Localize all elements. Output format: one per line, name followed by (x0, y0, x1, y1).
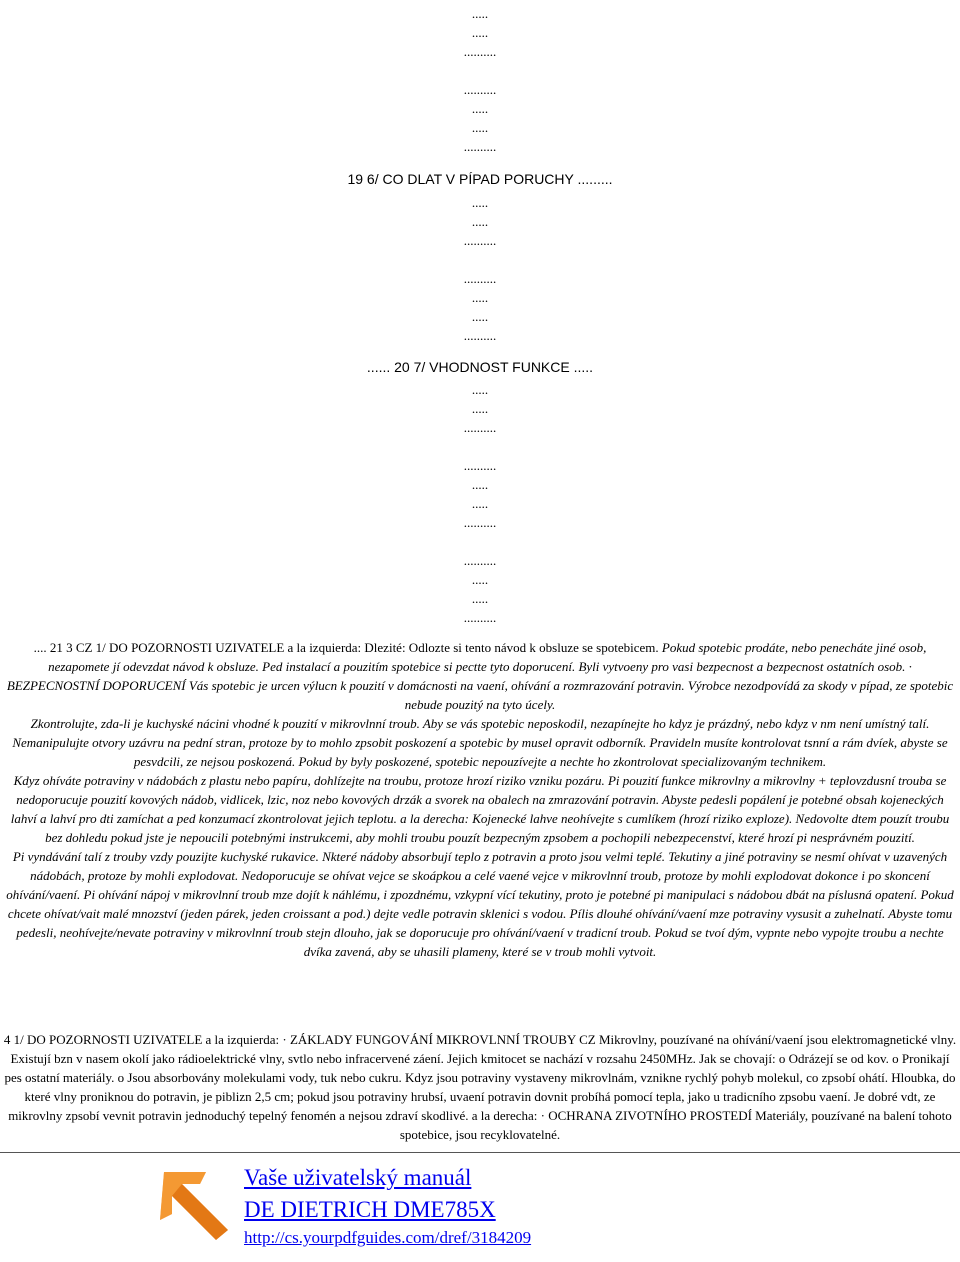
dot-leader-line: ..... (471, 120, 489, 135)
dot-leaders-bottom (0, 380, 960, 627)
toc-line-suitability: ...... 20 7/ VHODNOST FUNKCE ..... (366, 359, 594, 375)
dot-leader-line: .......... (463, 553, 497, 568)
dot-leader-line (0, 250, 960, 269)
source-url-link[interactable]: http://cs.yourpdfguides.com/dref/3184209 (244, 1228, 532, 1247)
arrow-logo-svg (160, 1162, 232, 1244)
manual-title-link[interactable]: Vaše uživatelský manuál (244, 1165, 472, 1190)
dot-leader-line: ..... (471, 214, 489, 229)
paragraph-principles: 4 1/ DO POZORNOSTI UZIVATELE a la izquierda: · ZÁKLADY FUNGOVÁNÍ MIKROVLNNÍ TROUBY CZ Mikrovlny, pouzívané na ohívání/vaení jsou elektromagnetické vlny. Existují bzn v nasem okolí jako rádioelektrické vlny, svtlo nebo infracervené záení. Jejich kmitocet se nachází v rozsahu 2450MHz. Jak se chovají: o Odrázejí se od kov. o Pronikají pes ostatní materiály. o Jsou absorbovány molekulami vody, tuk nebo cukru. Kdyz jsou potraviny vystaveny mikrovlnám, vznikne rychlý pohyb molekul, co zpsobí ohátí. Hloubka, do které vlny proniknou do potravin, je piblizn 2,5 cm; pokud jsou potraviny hrubsí, uvaení potravin dovnit probíhá pomocí tepla, jako u tradicního zpsobu vaení. Je dobré vdt, ze mikrovlny zpsobí vevnit potravin jednoduchý tepelný fenomén a nejsou zdraví skodlivé. a la derecha: · OCHRANA ZIVOTNÍHO PROSTEDÍ Materiály, pouzívané na balení tohoto spotebice, jsou recyklovatelné. (3, 1032, 957, 1142)
principles-section (2, 1030, 958, 1144)
dot-leader-line: ..... (471, 195, 489, 210)
dot-leader-line: ..... (471, 290, 489, 305)
dot-leader-line: .......... (463, 82, 497, 97)
product-model-link[interactable]: DE DIETRICH DME785X (244, 1197, 496, 1222)
dot-leader-line: ..... (471, 496, 489, 511)
dot-leader-line: .......... (463, 139, 497, 154)
dot-leader-line: .......... (463, 271, 497, 286)
dot-leader-line: ..... (471, 591, 489, 606)
dot-leader-line: ..... (471, 401, 489, 416)
dot-leader-line: ..... (471, 382, 489, 397)
paragraph-heating: Kdyz ohíváte potraviny v nádobách z plastu nebo papíru, dohlízejte na troubu, protoze hrozí riziko vzniku pozáru. Pi pouzití funkce mikrovlny a mikrovlny + teplovzdusní trouba se nedoporucuje pouzití kovových nádob, vidlicek, lzic, noz nebo kovových drzák a svorek na obalech na zmrazování potravin. Abyste pedesli popálení je potebné obsah kojeneckých lahví a lahví pro dti zamíchat a ped konzumací zkontrolovat jejich teplotu. a la derecha: Kojenecké lahve neohívejte s cumlíkem (hrozí riziko exploze). Nedovolte dtem pouzít troubu bez dohledu pokud jste je nepoucili potebnými instrukcemi, aby mohli troubu pouzít bezpecným zpsobem a pochopili nebezpecenství, které hrozí pi nesprávném pouzití. (10, 773, 950, 845)
dot-leader-line: ..... (471, 25, 489, 40)
dot-leader-line (0, 61, 960, 80)
paragraph-check: Zkontrolujte, zda-li je kuchyské nácini vhodné k pouzití v mikrovlnní troub. Aby se vás spotebic neposkodil, nezapínejte ho kdyz je prázdný, nebo kdyz v nm není umístný talí. Nemanipulujte otvory uzávru na pední stran, protoze by to mohlo zpsobit poskození a spotebic by musel opravit odborník. Pravideln musíte kontrolovat tsnní a rám dvíek, abyste se pesvdcili, ze nejsou poskozená. Pokud by byly poskozené, spotebic nepouzívejte a nechte ho zkontrolovat specializovaným technikem. (12, 716, 948, 769)
dot-leader-line: ..... (471, 101, 489, 116)
dot-leader-line (0, 437, 960, 456)
dot-leader-line (0, 532, 960, 551)
paragraph-safety: · BEZPECNOSTNÍ DOPORUCENÍ Vás spotebic je urcen výlucn k pouzití v domácnosti na vaení, ohívání a rozmrazování potravin. Výrobce nezodpovídá za skody v pípad, ze spotebic nebude pouzitý na tyto úcely. (6, 659, 954, 712)
dot-leader-line: .......... (463, 458, 497, 473)
dot-leader-line: .......... (463, 233, 497, 248)
safety-section (2, 638, 958, 961)
dot-leader-line: ..... (471, 309, 489, 324)
dot-leader-line: ..... (471, 572, 489, 587)
toc-line-troubleshooting: 19 6/ CO DLAT V PÍPAD PORUCHY ......... (347, 171, 613, 187)
section-lead: .... 21 3 CZ 1/ DO POZORNOSTI UZIVATELE a la izquierda: Dlezité: Odlozte si tento návod k obsluze se spotebicem. (33, 640, 659, 655)
arrow-icon (160, 1162, 232, 1249)
dot-leader-line: .......... (463, 610, 497, 625)
dot-leader-line: .......... (463, 515, 497, 530)
dot-leader-line: .......... (463, 44, 497, 59)
dot-leaders-middle (0, 193, 960, 345)
paragraph-dishes: Pi vyndávání talí z trouby vzdy pouzijte kuchyské rukavice. Nkteré nádoby absorbují teplo z potravin a proto jsou velmi teplé. Tekutiny a jiné potraviny se nesmí ohívat v uzavených nádobách, protoze by mohli explodovat. Nedoporucuje se ohívat vejce se skoápkou a celé vaené vejce v mikrovlnní troub, protoze by mohli explodovat dokonce i po skoncení ohívání/vaení. Pi ohívání nápoj v mikrovlnní troub mze dojít k náhlému, i zpozdnému, vzkypní vící tekutiny, proto je potebné pi manipulaci s nádobou dbát na píslusná opatení. Pokud chcete ohívat/vait malé mnozství (jeden párek, jeden croissant a pod.) dejte vedle potravin sklenici s vodou. Pílis dlouhé ohívání/vaení mze potraviny vysusit a zuhelnatí. Abyste tomu pedesli, neohívejte/nevate potraviny v mikrovlnní troub stejn dlouho, jak se doporucuje pro ohívání/vaení v tradicní troub. Pokud se tvoí dým, vypnte nebo vypojte troubu a nechte dvíka zavená, aby se uhasili plameny, které se v troub mohli vytvoit. (6, 849, 954, 959)
dot-leader-line: ..... (471, 477, 489, 492)
dot-leaders-top (0, 4, 960, 156)
dot-leader-line: .......... (463, 328, 497, 343)
paragraph-intro: Pokud spotebic prodáte, nebo penecháte jiné osob, nezapomete jí odevzdat návod k obsluze. Ped instalací a pouzitím spotebice si pectte tyto doporucení. Byli vytvoeny pro vasi bezpecnost a bezpecnost ostatních osob. (48, 640, 927, 674)
dot-leader-line: .......... (463, 420, 497, 435)
footer-divider (0, 1152, 960, 1153)
dot-leader-line: ..... (471, 6, 489, 21)
